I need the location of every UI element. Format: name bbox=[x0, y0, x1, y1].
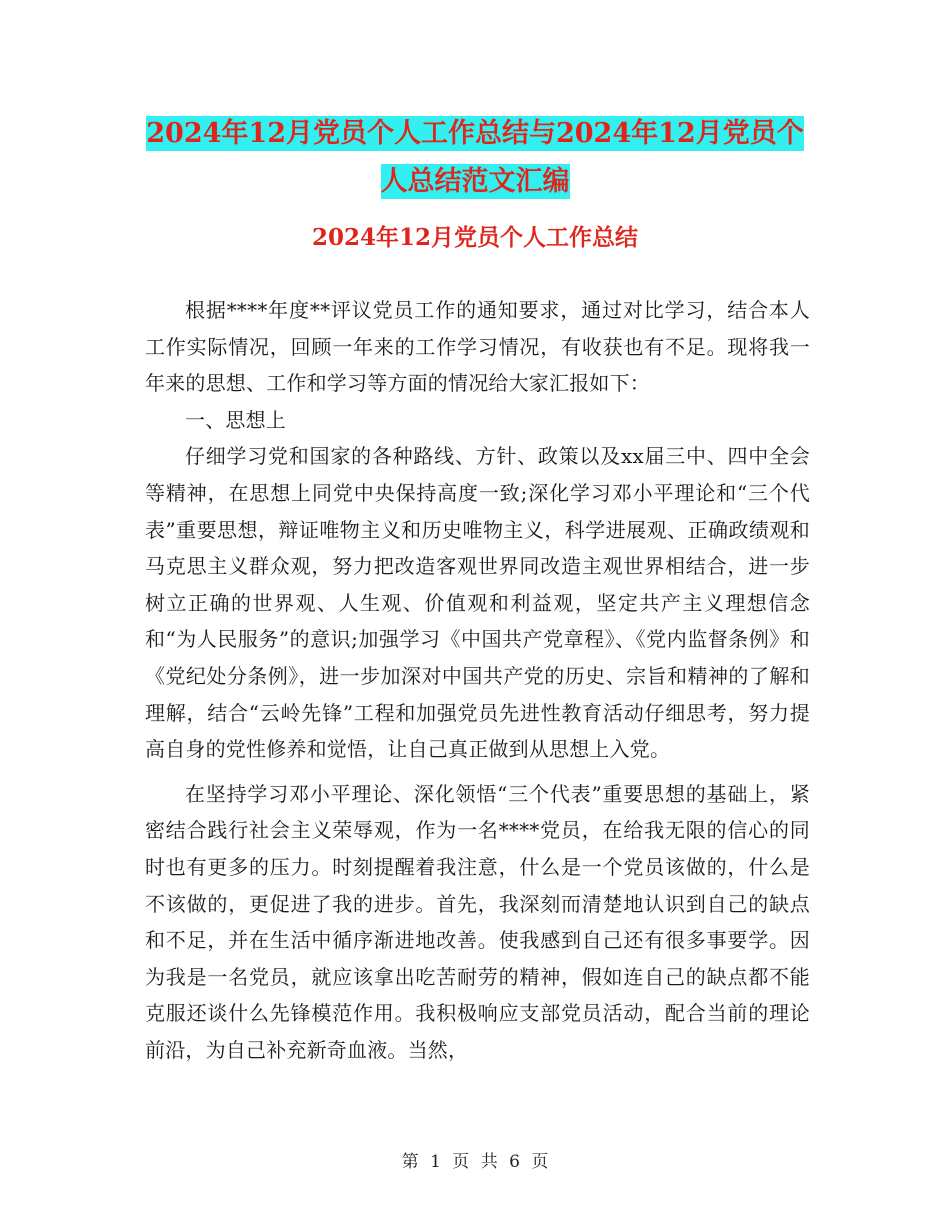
document-body bbox=[145, 292, 810, 1068]
paragraph-heading-thought: 一、思想上 bbox=[185, 407, 286, 432]
section-title: 2024年12月党员个人工作总结 bbox=[311, 224, 639, 251]
paragraph-thought-study: 仔细学习党和国家的各种路线、方针、政策以及xx届三中、四中全会等精神，在思想上同党中央保持高度一致;深化学习邓小平理论和“三个代表”重要思想，辩证唯物主义和历史唯物主义，科学进展观、正确政绩观和马克思主义群众观，努力把改造客观世界同改造主观世界相结合，进一步树立正确的世界观、人生观、价值观和利益观，坚定共产主义理想信念和“为人民服务”的意识;加强学习《中国共产党章程》、《党内监督条例》和《党纪处分条例》，进一步加深对中国共产党的历史、宗旨和精神的了解和理解，结合“云岭先锋”工程和加强党员先进性教育活动仔细思考，努力提高自身的党性修养和觉悟，让自己真正做到从思想上入党。 bbox=[145, 444, 810, 762]
page-footer: 第 1 页 共 6 页 bbox=[401, 1152, 549, 1172]
paragraph-intro: 根据****年度**评议党员工作的通知要求，通过对比学习，结合本人工作实际情况，回顾一年来的工作学习情况，有收获也有不足。现将我一年来的思想、工作和学习等方面的情况给大家汇报如下： bbox=[145, 298, 810, 396]
document-title-line-2: 人总结范文汇编 bbox=[380, 166, 570, 197]
paragraph-practice: 在坚持学习邓小平理论、深化领悟“三个代表”重要思想的基础上，紧密结合践行社会主义荣辱观，作为一名****党员，在给我无限的信心的同时也有更多的压力。时刻提醒着我注意，什么是一个党员该做的，什么是不该做的，更促进了我的进步。首先，我深刻而清楚地认识到自己的缺点和不足，并在生活中循序渐进地改善。使我感到自己还有很多事要学。因为我是一名党员，就应该拿出吃苦耐劳的精神，假如连自己的缺点都不能克服还谈什么先锋模范作用。我积极响应支部党员活动，配合当前的理论前沿，为自己补充新奇血液。当然， bbox=[145, 781, 810, 1062]
document-title bbox=[0, 110, 950, 206]
document-title-line-1: 2024年12月党员个人工作总结与2024年12月党员个 bbox=[146, 118, 804, 149]
